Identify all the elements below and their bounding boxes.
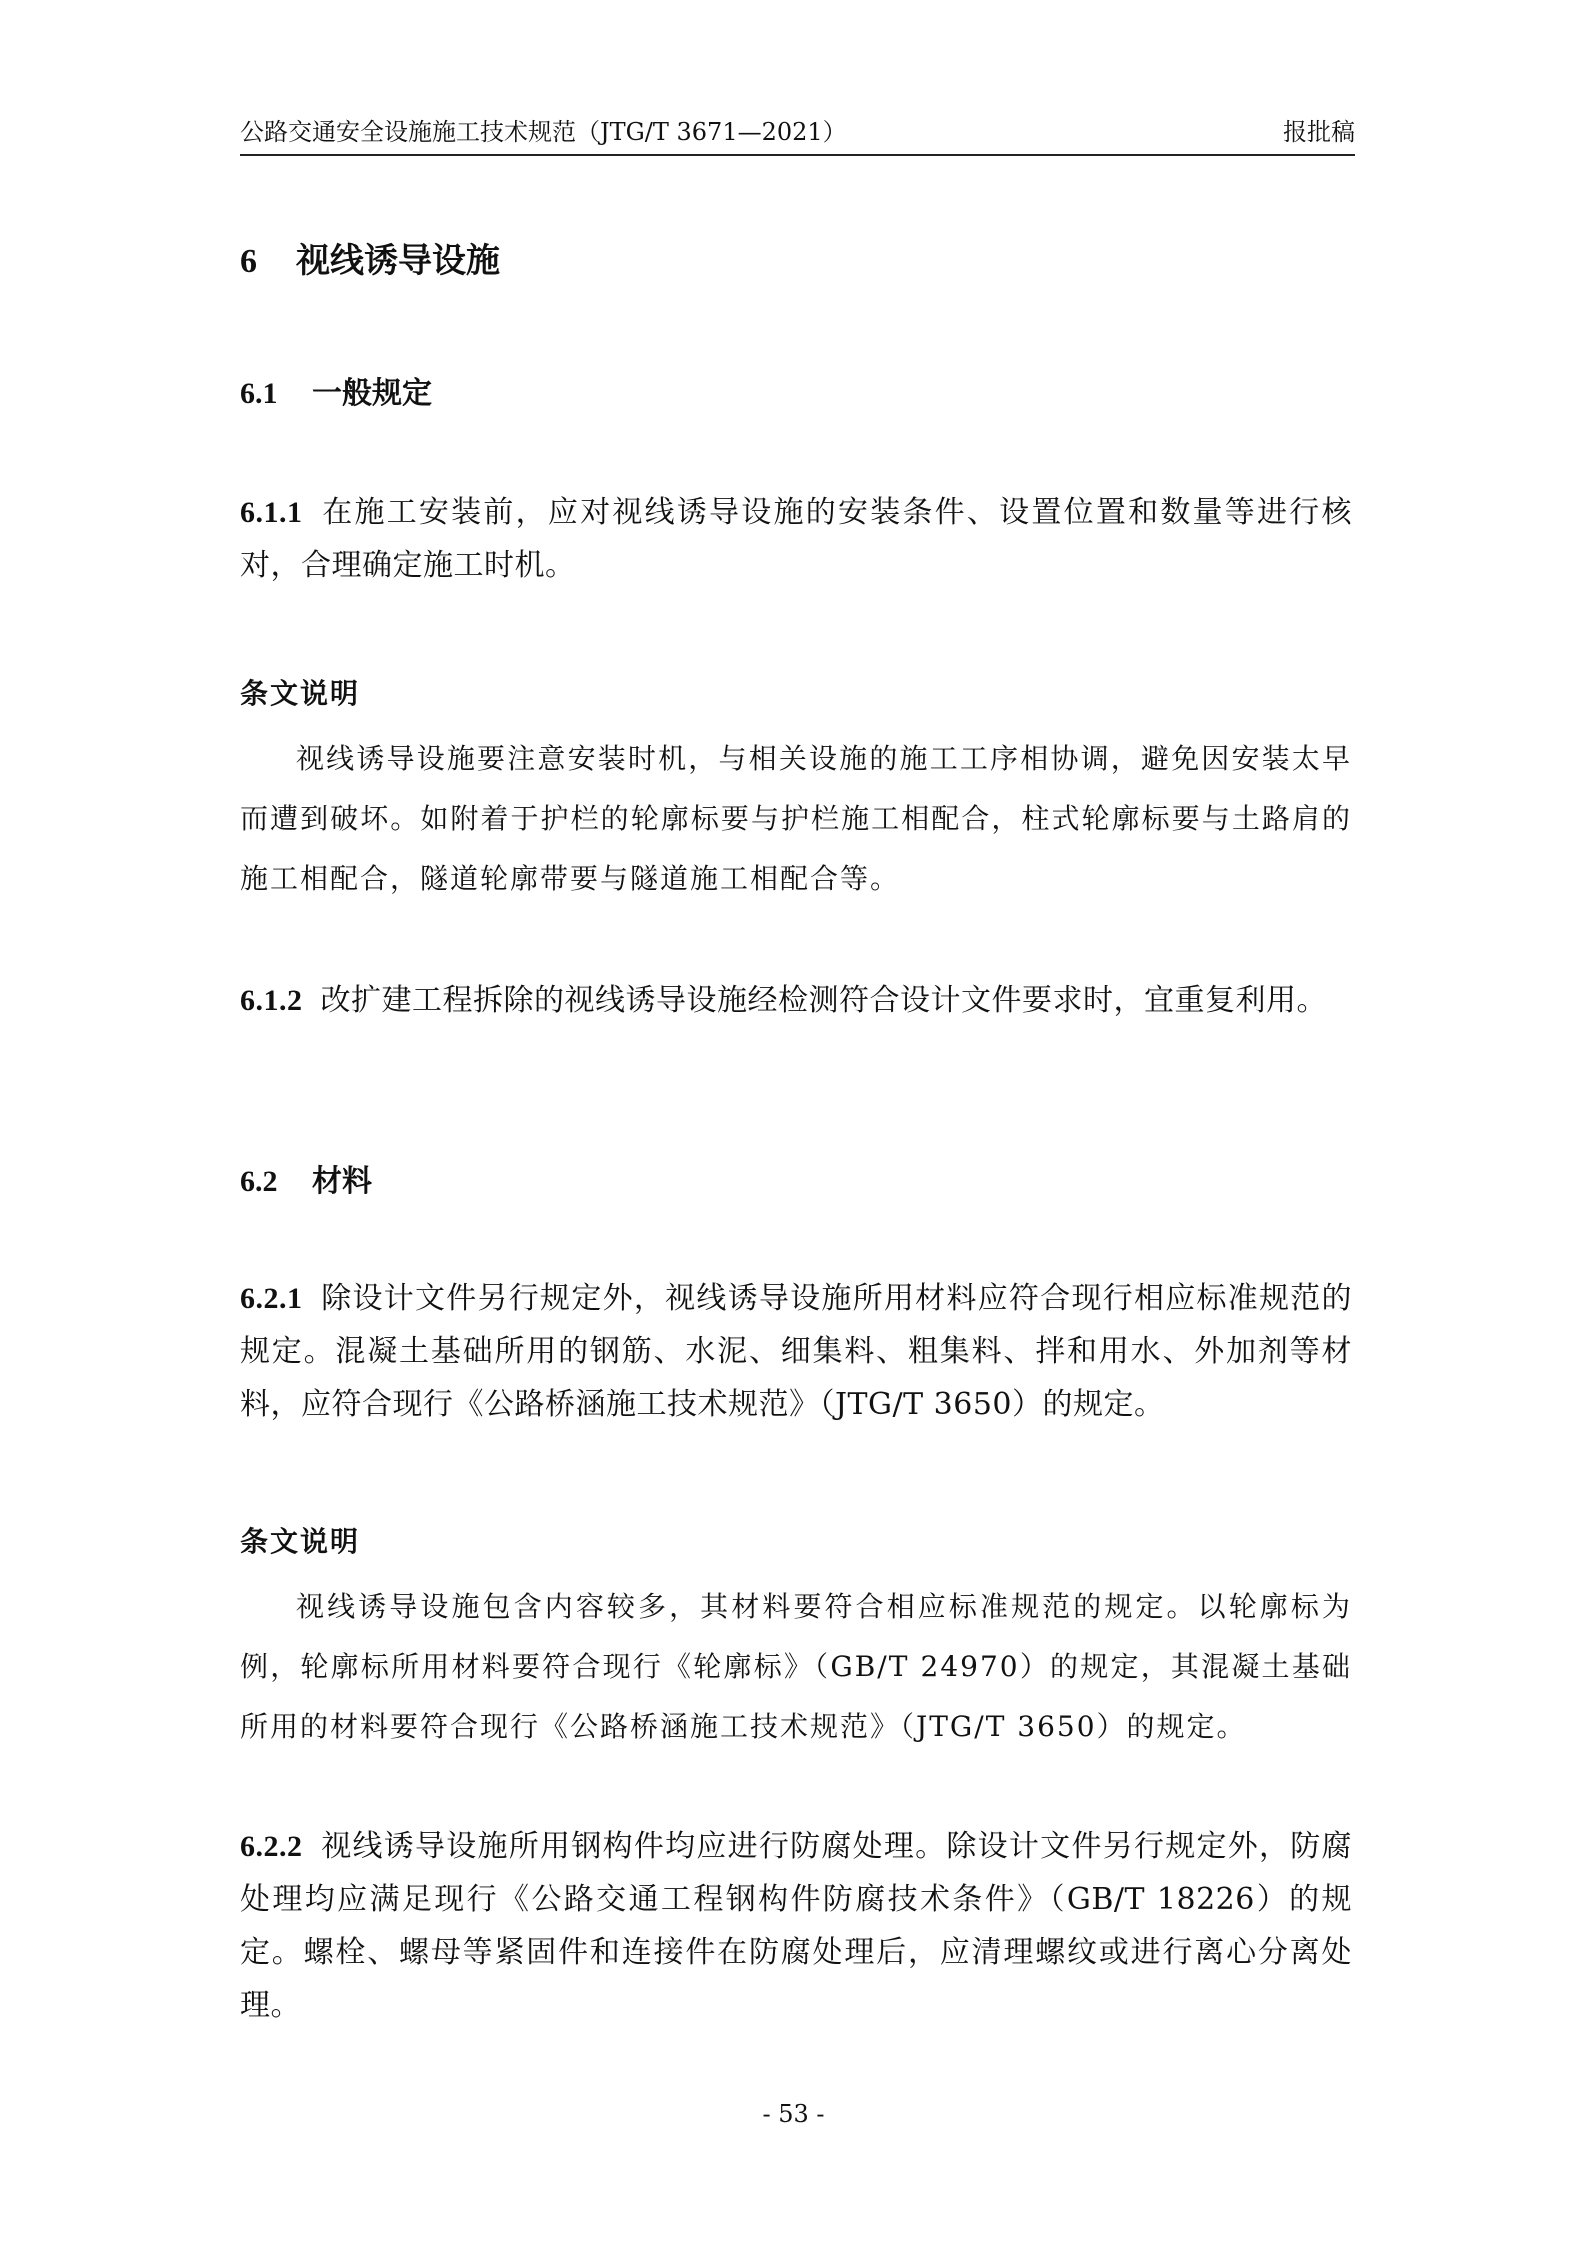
clause-number: 6.1.1 (240, 496, 303, 529)
chapter-title (240, 236, 500, 287)
clause (240, 974, 1352, 1027)
explanation-label: 条文说明 (240, 677, 361, 710)
explanation-text: 视线诱导设施要注意安装时机，与相关设施的施工工序相协调，避免因安装太早而遭到破坏。如附着于护栏的轮廓标要与护栏施工相配合，柱式轮廓标要与土路肩的施工相配合，隧道轮廓带要与隧道施工相配合等。 (240, 742, 1352, 895)
explanation-text: 视线诱导设施包含内容较多，其材料要符合相应标准规范的规定。以轮廓标为例，轮廓标所用材料要符合现行《轮廓标》（GB/T 24970）的规定，其混凝土基础所用的材料要符合现行《公路桥涵施工技术规范》（JTG/T 3650）的规定。 (240, 1590, 1352, 1743)
clause-number: 6.2.2 (240, 1830, 303, 1863)
section-number: 6.1 (240, 377, 278, 410)
clause-text: 除设计文件另行规定外，视线诱导设施所用材料应符合现行相应标准规范的规定。混凝土基础所用的钢筋、水泥、细集料、粗集料、拌和用水、外加剂等材料，应符合现行《公路桥涵施工技术规范》（JTG/T 3650）的规定。 (240, 1281, 1352, 1422)
document-title: 公路交通安全设施施工技术规范（JTG/T 3671—2021） (240, 118, 847, 146)
section-number: 6.2 (240, 1165, 278, 1198)
clause (240, 1272, 1352, 1431)
clause-text: 改扩建工程拆除的视线诱导设施经检测符合设计文件要求时，宜重复利用。 (320, 983, 1327, 1018)
chapter-number: 6 (240, 243, 257, 280)
clause-text: 视线诱导设施所用钢构件均应进行防腐处理。除设计文件另行规定外，防腐处理均应满足现行《公路交通工程钢构件防腐技术条件》（GB/T 18226）的规定。螺栓、螺母等紧固件和连接件在防腐处理后，应清理螺纹或进行离心分离处理。 (240, 1829, 1352, 2023)
page-header (240, 108, 1355, 156)
clause-number: 6.2.1 (240, 1282, 303, 1315)
page-number: - 53 - (762, 2100, 825, 2128)
explanation-label: 条文说明 (240, 1525, 361, 1558)
document-status: 报批稿 (1283, 118, 1355, 146)
chapter-name: 视线诱导设施 (296, 241, 500, 281)
clause (240, 1820, 1352, 2032)
clause-text: 在施工安装前，应对视线诱导设施的安装条件、设置位置和数量等进行核对，合理确定施工时机。 (240, 495, 1352, 583)
section-name: 一般规定 (312, 376, 432, 411)
clause (240, 486, 1352, 592)
section-title (240, 372, 432, 416)
section-name: 材料 (312, 1164, 372, 1199)
section-title (240, 1160, 372, 1204)
clause-number: 6.1.2 (240, 984, 303, 1017)
